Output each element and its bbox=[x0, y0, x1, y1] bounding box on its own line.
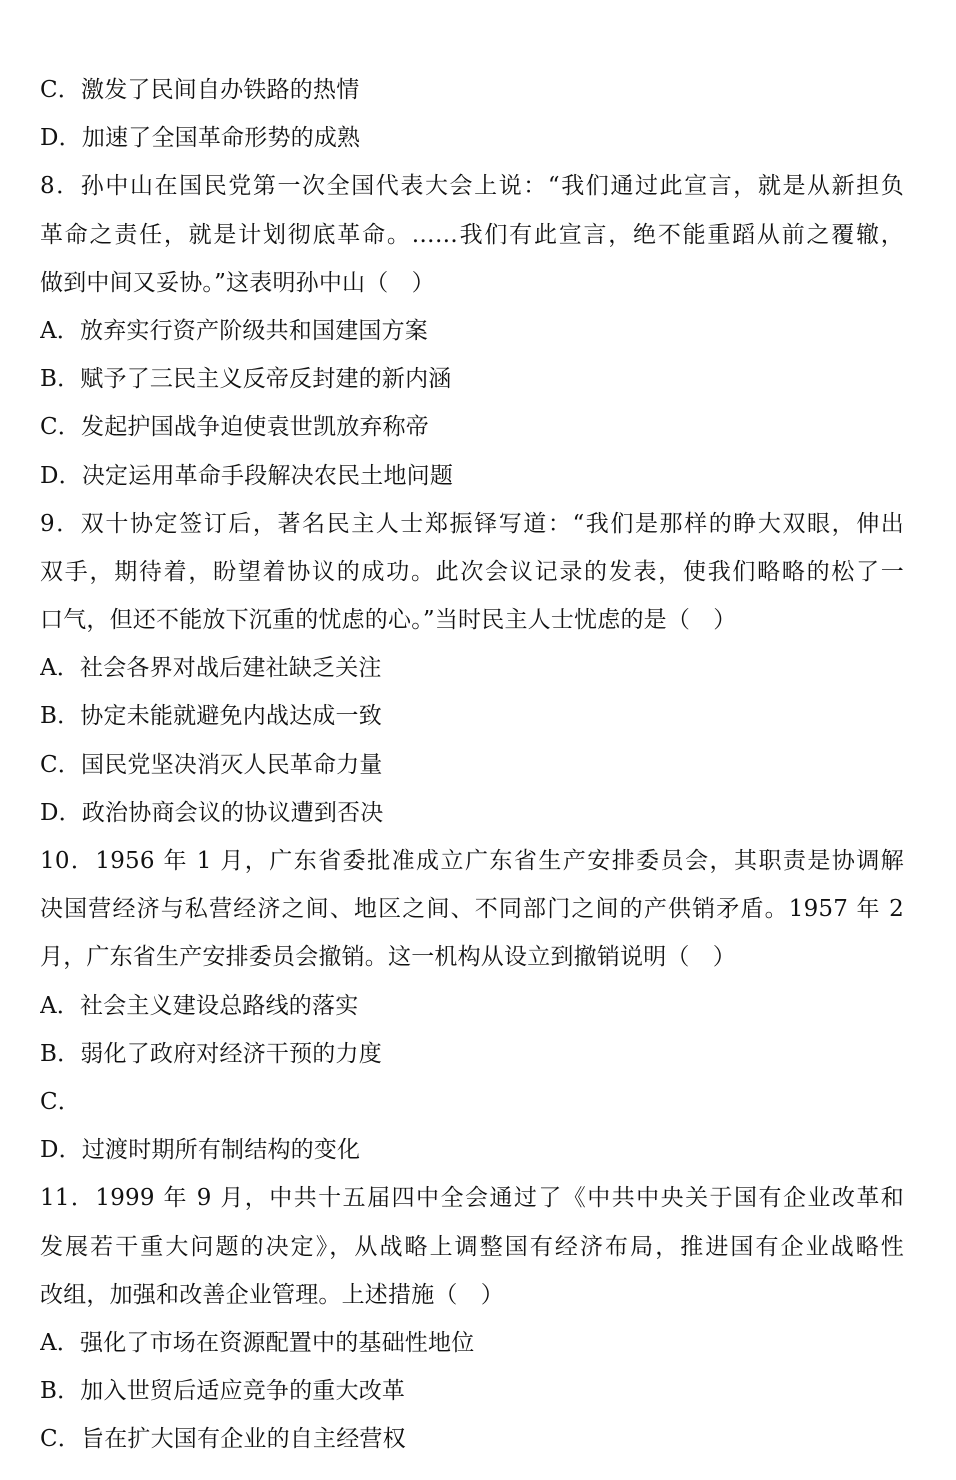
question-text-line: 发展若干重大问题的决定》，从战略上调整国有经济布局，推进国有企业战略性 bbox=[40, 1233, 904, 1260]
answer-option-text: B．协定未能就避免内战达成一致 bbox=[40, 703, 382, 730]
q10-stem bbox=[40, 837, 904, 982]
question-text-line: 11．1999 年 9 月，中共十五届四中全会通过了《中共中央关于国有企业改革和 bbox=[40, 1185, 904, 1212]
question-text-line: 口气，但还不能放下沉重的忧虑的心。”当时民主人士忧虑的是（ ） bbox=[40, 607, 737, 634]
question-text-line: 做到中间又妥协。”这表明孙中山（ ） bbox=[40, 269, 435, 296]
question-text-line: 9．双十协定签订后，著名民主人士郑振铎写道：“我们是那样的睁大双眼，伸出 bbox=[40, 510, 904, 537]
q8-option-c bbox=[40, 403, 904, 451]
q9-stem bbox=[40, 500, 904, 645]
q10-option-b bbox=[40, 1030, 904, 1078]
answer-option-text: C． bbox=[40, 1088, 81, 1115]
q11-option-a bbox=[40, 1319, 904, 1367]
exam-page bbox=[40, 66, 904, 1463]
q10-option-a bbox=[40, 982, 904, 1030]
question-text-line: 月，广东省生产安排委员会撤销。这一机构从设立到撤销说明（ ） bbox=[40, 944, 736, 971]
q8-stem bbox=[40, 162, 904, 307]
answer-option-text: D．加速了全国革命形势的成熟 bbox=[40, 125, 361, 152]
question-text-line: 革命之责任，就是计划彻底革命。……我们有此宣言，绝不能重蹈从前之覆辙， bbox=[40, 221, 904, 248]
question-text-line: 改组，加强和改善企业管理。上述措施（ ） bbox=[40, 1281, 504, 1308]
q8-option-d bbox=[40, 452, 904, 500]
answer-option-text: A．放弃实行资产阶级共和国建国方案 bbox=[40, 317, 429, 344]
q11-option-c bbox=[40, 1415, 904, 1463]
q8-option-b bbox=[40, 355, 904, 403]
question-text-line: 8．孙中山在国民党第一次全国代表大会上说：“我们通过此宣言，就是从新担负 bbox=[40, 173, 904, 200]
question-text-line: 双手，期待着，盼望着协议的成功。此次会议记录的发表，使我们略略的松了一 bbox=[40, 558, 904, 585]
q10-option-c bbox=[40, 1078, 904, 1126]
question-text-line: 10．1956 年 1 月，广东省委批准成立广东省生产安排委员会，其职责是协调解 bbox=[40, 848, 904, 874]
answer-option-text: D．政治协商会议的协议遭到否决 bbox=[40, 799, 384, 826]
answer-option-text: C．旨在扩大国有企业的自主经营权 bbox=[40, 1426, 406, 1453]
q9-option-d bbox=[40, 789, 904, 837]
answer-option-text: C．激发了民间自办铁路的热情 bbox=[40, 77, 360, 103]
q9-option-a bbox=[40, 644, 904, 692]
answer-option-text: D．决定运用革命手段解决农民土地问题 bbox=[40, 462, 454, 489]
answer-option-text: A．社会主义建设总路线的落实 bbox=[40, 992, 359, 1019]
q8-option-a bbox=[40, 307, 904, 355]
answer-option-text: B．赋予了三民主义反帝反封建的新内涵 bbox=[40, 366, 452, 393]
q10-option-d bbox=[40, 1126, 904, 1174]
q11-stem bbox=[40, 1174, 904, 1319]
q7-option-d bbox=[40, 114, 904, 162]
q11-option-b bbox=[40, 1367, 904, 1415]
answer-option-text: B．弱化了政府对经济干预的力度 bbox=[40, 1040, 382, 1067]
answer-option-text: B．加入世贸后适应竞争的重大改革 bbox=[40, 1378, 406, 1405]
question-text-line: 决国营经济与私营经济之间、地区之间、不同部门之间的产供销矛盾。1957 年 2 bbox=[40, 896, 904, 923]
q9-option-b bbox=[40, 692, 904, 740]
answer-option-text: A．社会各界对战后建社缺乏关注 bbox=[40, 655, 382, 682]
answer-option-text: D．过渡时期所有制结构的变化 bbox=[40, 1137, 361, 1164]
answer-option-text: C．国民党坚决消灭人民革命力量 bbox=[40, 751, 383, 778]
q7-option-c bbox=[40, 66, 904, 114]
answer-option-text: C．发起护国战争迫使袁世凯放弃称帝 bbox=[40, 414, 429, 441]
q9-option-c bbox=[40, 741, 904, 789]
answer-option-text: A．强化了市场在资源配置中的基础性地位 bbox=[40, 1329, 475, 1356]
